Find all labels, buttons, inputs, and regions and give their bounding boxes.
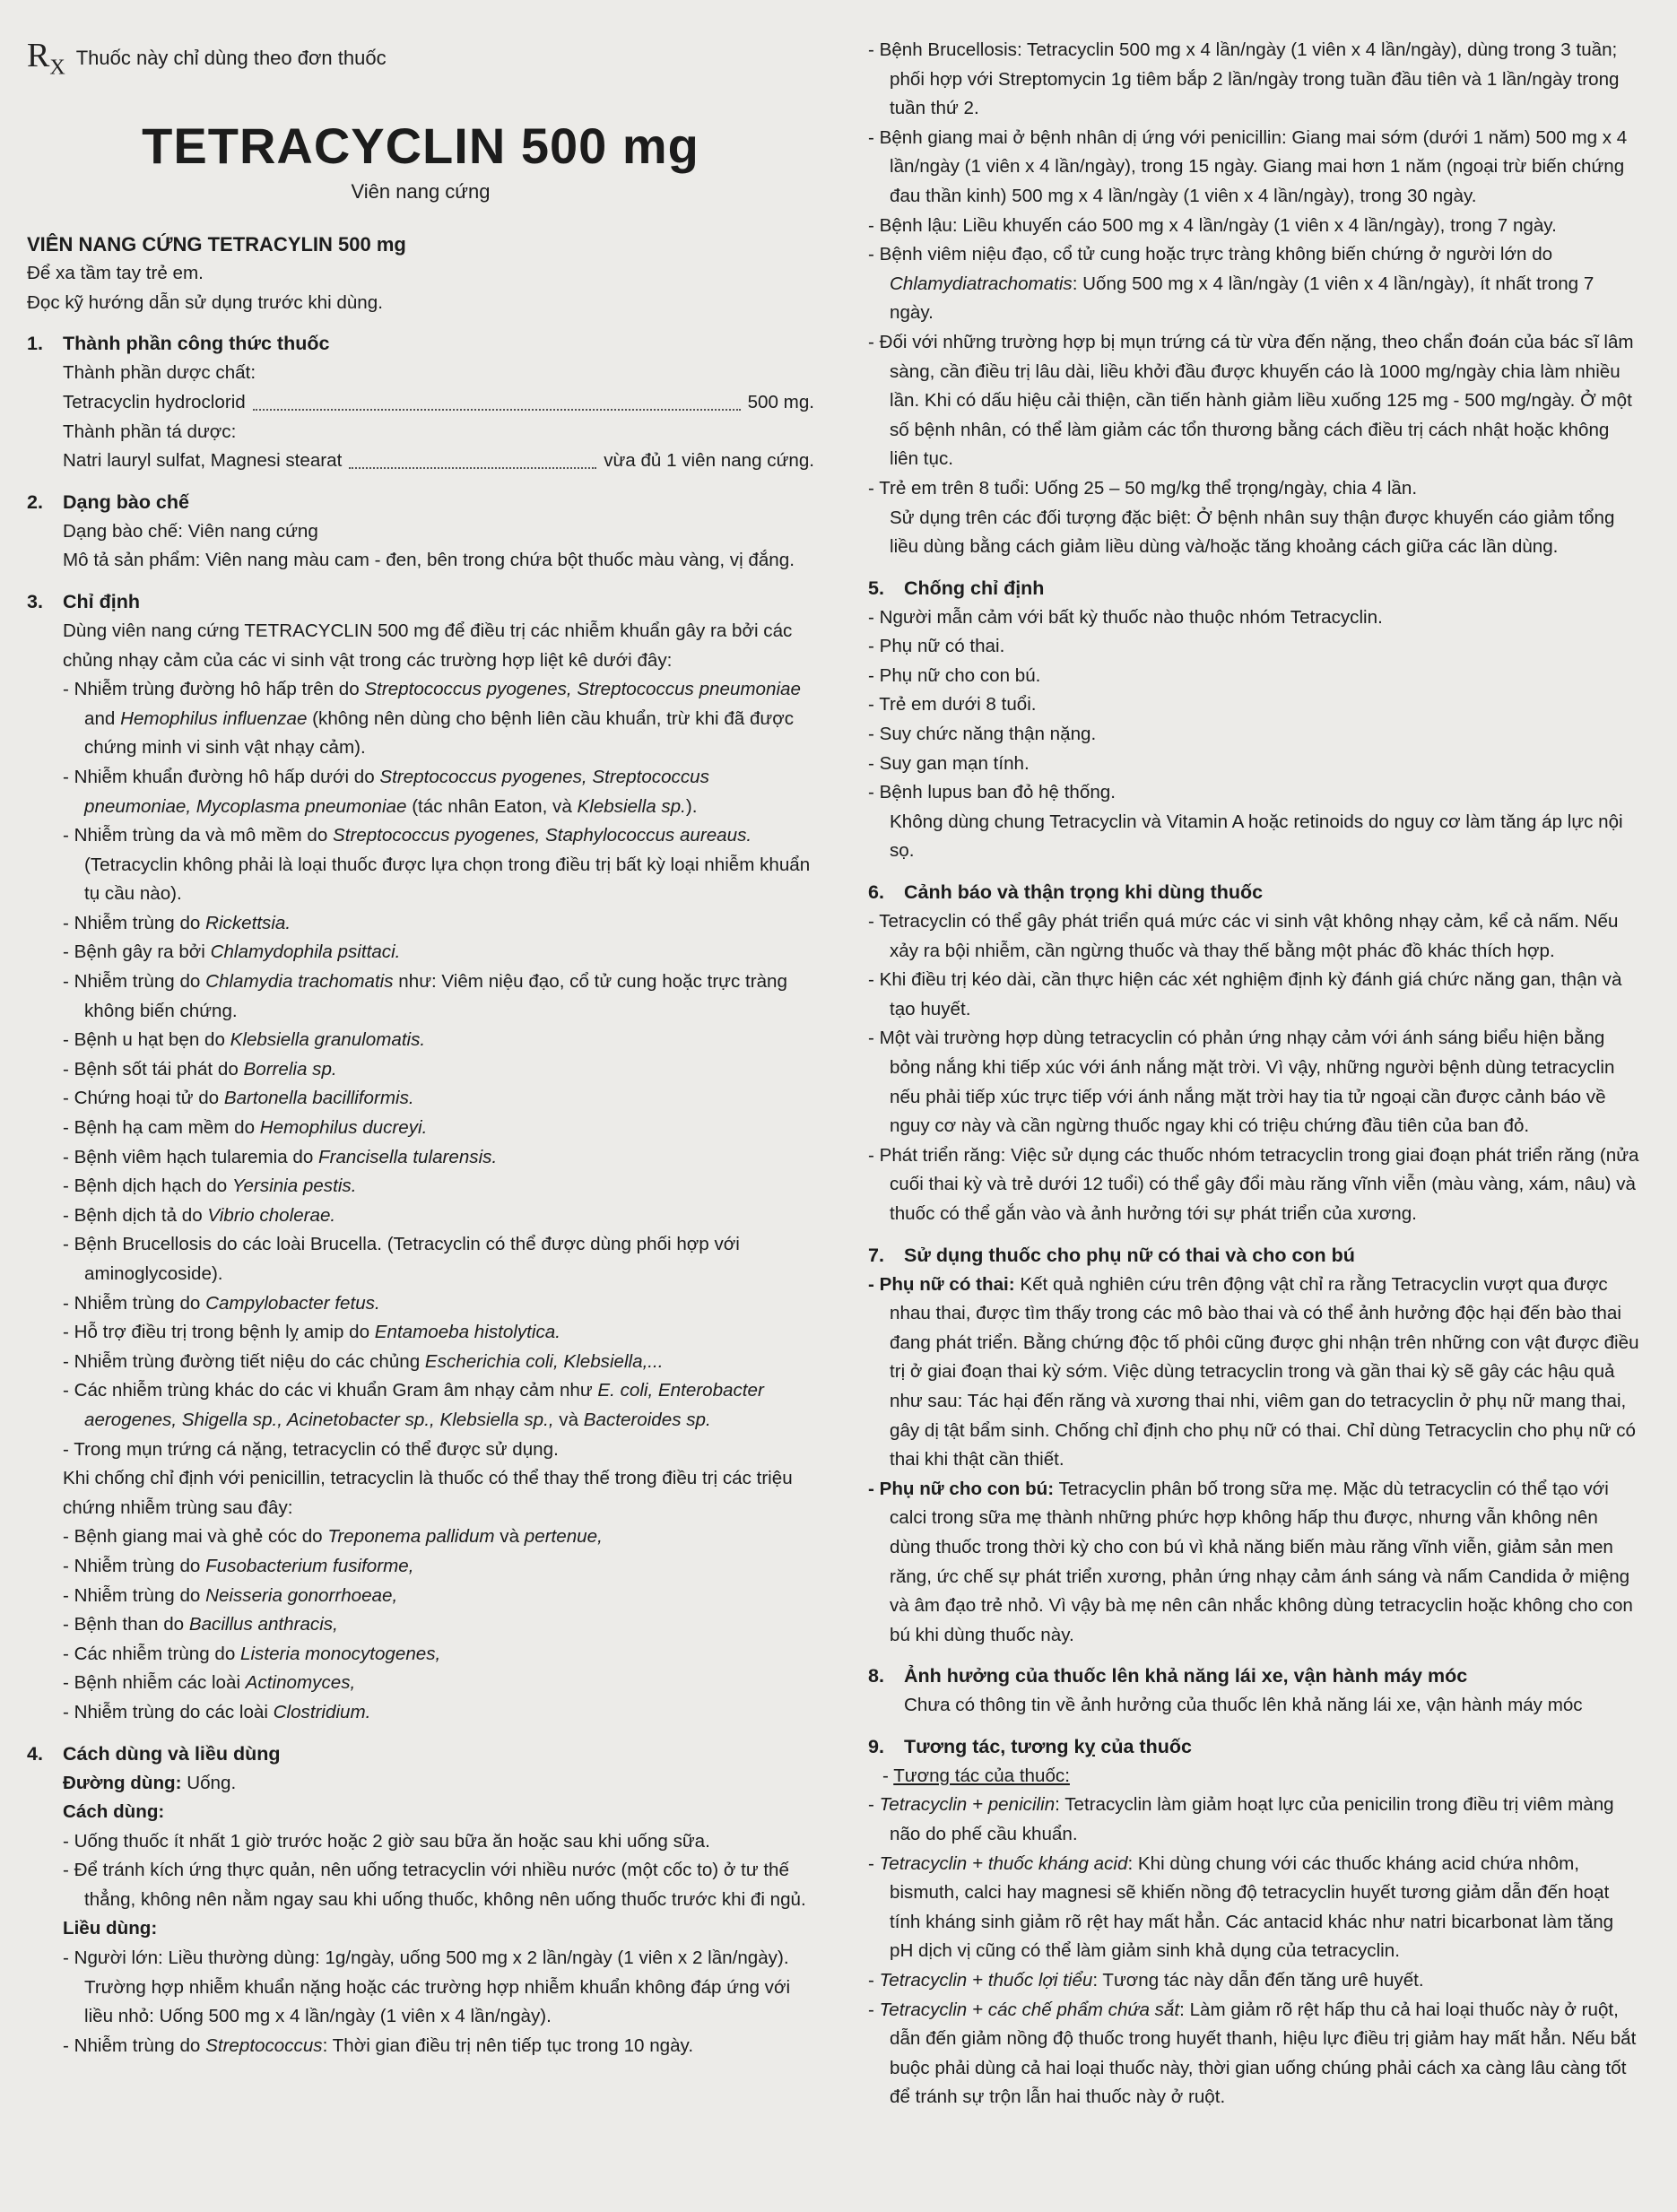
list-item: - Nhiễm trùng do Rickettsia. [63, 912, 291, 933]
list-item: - Bệnh giang mai và ghẻ cóc do Treponema pallidum và pertenue, [63, 1526, 603, 1548]
list-item: - Suy gan mạn tính. [868, 752, 1030, 774]
ingredient-row: Tetracyclin hydroclorid 500 mg. [63, 391, 814, 412]
list-item: - Phụ nữ cho con bú: Tetracyclin phân bố trong sữa mẹ. Mặc dù tetracyclin có thể tạo với calci trong sữa mẹ thành những phức hợp không hấp thu được, nhưng vẫn không nên dùng thuốc trong thời kỳ cho con bú vì khả năng biến màu răng vĩnh viễn, giảm sản men răng, ức chế sự phát triển xương, phản ứng nhạy cảm ánh sáng và nấm Candida ở miệng và âm đạo trẻ nhỏ. Vì vậy bà mẹ nên cân nhắc không dùng tetracyclin hoặc không cho con bú khi dùng thuốc này. [868, 1478, 1633, 1645]
list-item: - Phát triển răng: Việc sử dụng các thuốc nhóm tetracyclin trong giai đoạn phát triển răng (nửa cuối thai kỳ và trẻ dưới 12 tuổi) có thể gây đổi màu răng vĩnh viễn (màu vàng, xám, nâu) và thuốc có thể gắn vào và ảnh hưởng tới sự phát triển của xương. [868, 1144, 1639, 1224]
section-heading: 8. Ảnh hưởng của thuốc lên khả năng lái xe, vận hành máy móc [868, 1665, 1468, 1687]
list-item: - Bệnh nhiễm các loài Actinomyces, [63, 1672, 356, 1694]
text-line: Sử dụng trên các đối tượng đặc biệt: Ở bệnh nhân suy thận được khuyến cáo giảm tổng liều dùng bằng cách giảm liều dùng và/hoặc tăng khoảng cách giữa các lần dùng. [890, 507, 1615, 558]
text-line: Thành phần dược chất: [63, 362, 256, 384]
list-item: - Người lớn: Liều thường dùng: 1g/ngày, uống 500 mg x 2 lần/ngày (1 viên x 2 lần/ngày). Trường hợp nhiễm khuẩn nặng hoặc các trường hợp nhiễm khuẩn không đáp ứng với liều nhỏ: Uống 500 mg x 4 lần/ngày (1 viên x 4 lần/ngày). [63, 1947, 791, 2027]
list-item: - Bệnh Brucellosis: Tetracyclin 500 mg x 4 lần/ngày (1 viên x 4 lần/ngày), dùng trong 3 tuần; phối hợp với Streptomycin 1g tiêm bắp 2 lần/ngày trong tuần đầu tiên và 1 lần/ngày trong tuần thứ 2. [868, 39, 1620, 119]
drug-subtitle: Viên nang cứng [351, 179, 491, 203]
list-item: - Bệnh lupus ban đỏ hệ thống. [868, 782, 1116, 803]
list-item: - Để tránh kích ứng thực quản, nên uống tetracyclin với nhiều nước (một cốc to) ở tư thế thẳng, không nên nằm ngay sau khi uống thuốc, không nên uống thuốc trước khi đi ngủ. [63, 1860, 806, 1910]
ingredient-row: Natri lauryl sulfat, Magnesi stearat vừa đủ 1 viên nang cứng. [63, 450, 814, 472]
list-item: - Nhiễm trùng do Neisseria gonorrhoeae, [63, 1584, 398, 1606]
intro-line: Đọc kỹ hướng dẫn sử dụng trước khi dùng. [27, 291, 383, 313]
list-item: - Nhiễm trùng do Fusobacterium fusiforme, [63, 1555, 414, 1576]
section-heading: 5. Chống chỉ định [868, 577, 1045, 599]
list-item: - Bệnh Brucellosis do các loài Brucella. (Tetracyclin có thể được dùng phối hợp với aminoglycoside). [63, 1234, 740, 1284]
list-item: - Nhiễm trùng do Chlamydia trachomatis như: Viêm niệu đạo, cổ tử cung hoặc trực tràng không biến chứng. [63, 971, 787, 1021]
section-heading: 3. Chỉ định [27, 590, 140, 612]
list-item: - Trong mụn trứng cá nặng, tetracyclin có thể được sử dụng. [63, 1438, 559, 1460]
intro-heading: VIÊN NANG CỨNG TETRACYLIN 500 mg [27, 232, 406, 256]
drug-title: TETRACYCLIN 500 mg [142, 117, 699, 174]
list-item: - Hỗ trợ điều trị trong bệnh lỵ amip do Entamoeba histolytica. [63, 1322, 560, 1343]
section-heading: 7. Sử dụng thuốc cho phụ nữ có thai và cho con bú [868, 1244, 1355, 1266]
list-item: - Trẻ em dưới 8 tuổi. [868, 694, 1037, 716]
intro-line: Để xa tầm tay trẻ em. [27, 263, 204, 284]
list-item: - Phụ nữ cho con bú. [868, 664, 1041, 686]
list-item: - Tetracyclin + các chế phẩm chứa sắt: Làm giảm rõ rệt hấp thu cả hai loại thuốc này ở ruột, dẫn đến giảm nồng độ thuốc trong huyết thanh, hiệu lực điều trị giảm hay mất hẳn. Nếu bắt buộc phải dùng cả hai loại thuốc này, thời gian uống chúng phải cách xa càng lâu càng tốt để tránh sự trộn lẫn hai thuốc này ở ruột. [868, 1999, 1637, 2108]
rx-symbol: $R_X$ [27, 37, 65, 80]
list-item: - Người mẫn cảm với bất kỳ thuốc nào thuộc nhóm Tetracyclin. [868, 606, 1383, 628]
list-item: - Uống thuốc ít nhất 1 giờ trước hoặc 2 giờ sau bữa ăn hoặc sau khi uống sữa. [63, 1830, 710, 1852]
list-item: - Chứng hoại tử do Bartonella bacilliformis. [63, 1088, 414, 1109]
left-column [27, 36, 814, 2060]
list-item: - Đối với những trường hợp bị mụn trứng cá từ vừa đến nặng, theo chẩn đoán của bác sĩ lâm sàng, cần điều trị lâu dài, liều khởi đầu được khuyến cáo là 1000 mg/ngày chia làm nhiều lần. Khi có dấu hiệu cải thiện, cần tiến hành giảm liều xuống 125 mg - 500 mg/ngày. Ở một số bệnh nhân, có thể làm giảm các tổn thương bằng cách điều trị cách nhật hoặc không liên tục. [868, 331, 1634, 470]
section-heading: 2. Dạng bào chế [27, 490, 189, 513]
text-line: Mô tả sản phẩm: Viên nang màu cam - đen, bên trong chứa bột thuốc màu vàng, vị đắng. [63, 550, 795, 571]
text-line: Chưa có thông tin về ảnh hưởng của thuốc lên khả năng lái xe, vận hành máy móc [904, 1695, 1583, 1716]
list-item: - Nhiễm trùng đường hô hấp trên do Streptococcus pyogenes, Streptococcus pneumoniae and Hemophilus influenzae (không nên dùng cho bệnh liên cầu khuẩn, trừ khi đã được chứng minh vi sinh vật nhạy cảm). [63, 679, 801, 759]
subheading: Liều dùng: [63, 1918, 158, 1939]
list-item: - Tetracyclin + thuốc kháng acid: Khi dùng chung với các thuốc kháng acid chứa nhôm, bismuth, calci hay magnesi sẽ khiến nồng độ tetracyclin huyết tương giảm dẫn đến hoạt tính kháng sinh giảm rõ rệt hay mất hẳn. Các antacid khác như natri bicarbonat làm tăng pH dịch vị cũng có thể làm giảm sinh khả dụng của tetracyclin. [868, 1852, 1614, 1962]
text-line: Dạng bào chế: Viên nang cứng [63, 520, 318, 542]
right-column [868, 36, 1641, 2112]
list-item: - Bệnh viêm hạch tularemia do Francisella tularensis. [63, 1146, 498, 1167]
list-item: - Phụ nữ có thai. [868, 636, 1005, 657]
text-line: Không dùng chung Tetracyclin và Vitamin A hoặc retinoids do nguy cơ làm tăng áp lực nội sọ. [890, 811, 1623, 862]
list-item: - Bệnh dịch tả do Vibrio cholerae. [63, 1204, 336, 1226]
list-item: - Bệnh dịch hạch do Yersinia pestis. [63, 1175, 357, 1197]
list-item: - Bệnh than do Bacillus anthracis, [63, 1614, 338, 1635]
list-item: - Tetracyclin có thể gây phát triển quá mức các vi sinh vật không nhạy cảm, kể cả nấm. Nếu xảy ra bội nhiễm, cần ngừng thuốc và thay thế bằng một phác đồ khác thích hợp. [868, 911, 1619, 961]
list-item: - Tetracyclin + penicilin: Tetracyclin làm giảm hoạt lực của penicilin trong điều trị viêm màng não do phế cầu khuẩn. [868, 1794, 1614, 1845]
list-item: - Bệnh lậu: Liều khuyến cáo 500 mg x 4 lần/ngày (1 viên x 4 lần/ngày), trong 7 ngày. [868, 214, 1557, 236]
subheading: - Tương tác của thuốc: [882, 1765, 1070, 1786]
list-item: - Các nhiễm trùng do Listeria monocytogenes, [63, 1643, 441, 1664]
list-item: - Các nhiễm trùng khác do các vi khuẩn Gram âm nhạy cảm như E. coli, Enterobacter aerogenes, Shigella sp., Acinetobacter sp., Klebsiella sp., và Bacteroides sp. [63, 1380, 764, 1430]
list-item: - Bệnh viêm niệu đạo, cổ tử cung hoặc trực tràng không biến chứng ở người lớn do Chlamydiatrachomatis: Uống 500 mg x 4 lần/ngày (1 viên x 4 lần/ngày), ít nhất trong 7 ngày. [868, 244, 1594, 324]
list-item: - Bệnh u hạt bẹn do Klebsiella granulomatis. [63, 1029, 426, 1051]
list-item: - Một vài trường hợp dùng tetracyclin có phản ứng nhạy cảm với ánh sáng biểu hiện bằng bỏng nắng khi tiếp xúc với ánh nắng mặt trời. Vì vậy, những người bệnh dùng tetracyclin nếu phải tiếp xúc trực tiếp với ánh nắng mặt trời hay tia tử ngoại cần được cảnh báo về nguy cơ này và cần ngừng thuốc ngay khi có triệu chứng đầu tiên của ban đỏ. [868, 1028, 1615, 1137]
text-line: Khi chống chỉ định với penicillin, tetracyclin là thuốc có thể thay thế trong điều trị các triệu chứng nhiễm trùng sau đây: [63, 1468, 793, 1518]
list-item: - Bệnh giang mai ở bệnh nhân dị ứng với penicillin: Giang mai sớm (dưới 1 năm) 500 mg x 4 lần/ngày (1 viên x 4 lần/ngày), trong 15 ngày. Giang mai hơn 1 năm (ngoại trừ biến chứng đau thần kinh) 500 mg x 4 lần/ngày (1 viên x 4 lần/ngày), trong 30 ngày. [868, 126, 1628, 206]
list-item: - Bệnh gây ra bởi Chlamydophila psittaci. [63, 941, 401, 963]
section-heading: 9. Tương tác, tương kỵ của thuốc [868, 1735, 1192, 1757]
list-item: - Nhiễm trùng do các loài Clostridium. [63, 1701, 371, 1722]
list-item: - Nhiễm trùng do Streptococcus: Thời gian điều trị nên tiếp tục trong 10 ngày. [63, 2034, 694, 2056]
list-item: - Nhiễm trùng đường tiết niệu do các chủng Escherichia coli, Klebsiella,... [63, 1350, 664, 1372]
list-item: - Tetracyclin + thuốc lợi tiểu: Tương tác này dẫn đến tăng urê huyết. [868, 1970, 1424, 1991]
subheading: Cách dùng: [63, 1801, 165, 1823]
text-line: Thành phần tá dược: [63, 421, 237, 442]
list-item: - Trẻ em trên 8 tuổi: Uống 25 – 50 mg/kg thể trọng/ngày, chia 4 lần. [868, 477, 1418, 499]
section-heading: 1. Thành phần công thức thuốc [27, 333, 330, 355]
list-item: - Nhiễm trùng do Campylobacter fetus. [63, 1292, 380, 1314]
list-item: - Nhiễm trùng da và mô mềm do Streptococcus pyogenes, Staphylococcus aureaus. (Tetracyclin không phải là loại thuốc được lựa chọn trong điều trị bất kỳ loại nhiễm khuẩn tụ cầu nào). [63, 825, 811, 905]
section-heading: 6. Cảnh báo và thận trọng khi dùng thuốc [868, 881, 1264, 904]
list-item: - Suy chức năng thận nặng. [868, 724, 1097, 745]
list-item: - Bệnh sốt tái phát do Borrelia sp. [63, 1058, 337, 1080]
list-item: - Bệnh hạ cam mềm do Hemophilus ducreyi. [63, 1117, 428, 1139]
section-heading: 4. Cách dùng và liều dùng [27, 1742, 281, 1765]
list-item: - Khi điều trị kéo dài, cần thực hiện các xét nghiệm định kỳ đánh giá chức năng gan, thận và tạo huyết. [868, 969, 1622, 1019]
text-line: Dùng viên nang cứng TETRACYCLIN 500 mg để điều trị các nhiễm khuẩn gây ra bởi các chủng nhạy cảm của các vi sinh vật trong các trường hợp liệt kê dưới đây: [63, 620, 793, 671]
rx-note: Thuốc này chỉ dùng theo đơn thuốc [75, 46, 387, 69]
list-item: - Nhiễm khuẩn đường hô hấp dưới do Streptococcus pyogenes, Streptococcus pneumoniae, Mycoplasma pneumoniae (tác nhân Eaton, và Klebsiella sp.). [63, 766, 709, 817]
rx-header [27, 36, 814, 81]
text-line: Đường dùng: Uống. [63, 1772, 237, 1793]
list-item: - Phụ nữ có thai: Kết quả nghiên cứu trên động vật chỉ ra rằng Tetracyclin vượt qua được nhau thai, được tìm thấy trong các mô bào thai và có thể ảnh hưởng độc hại đến bào thai đang phát triển. Bằng chứng độc tố phôi cũng được ghi nhận trên những con vật được điều trị ở giai đoạn thai kỳ sớm. Việc dùng tetracyclin trong và gần thai kỳ sẽ gây các hậu quả như sau: Tác hại đến răng và xương thai nhi, viêm gan do tetracyclin ở phụ nữ mang thai, gây dị tật bẩm sinh. Chống chỉ định cho phụ nữ có thai. Chỉ dùng Tetracyclin cho phụ nữ có thai khi thật cần thiết. [868, 1273, 1639, 1470]
